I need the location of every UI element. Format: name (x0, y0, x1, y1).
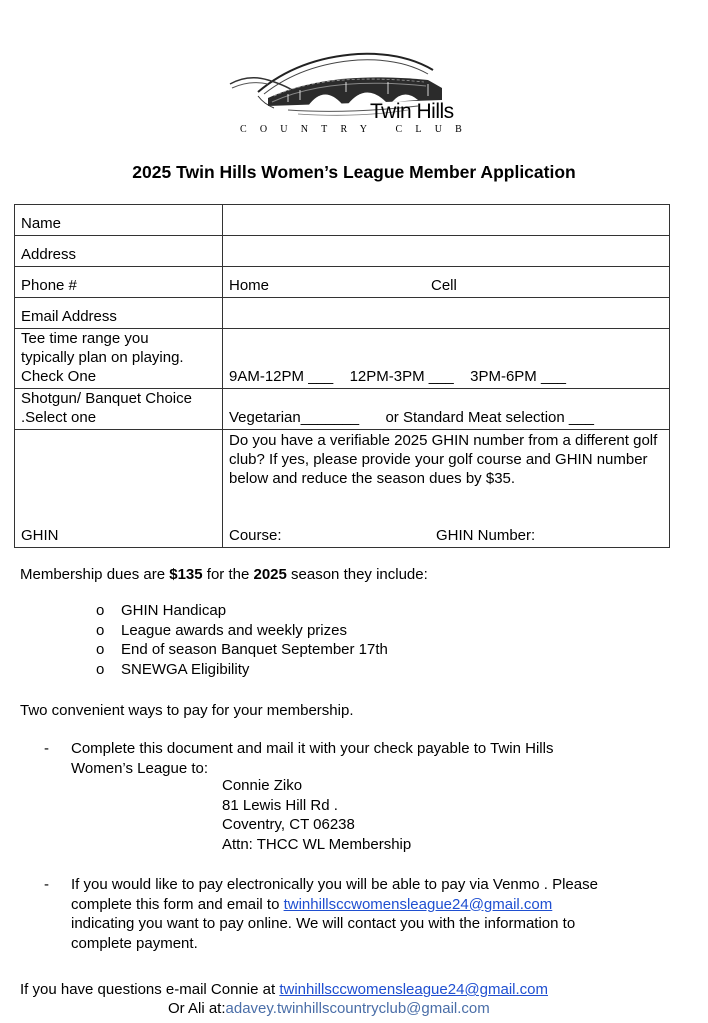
tee-label-line: Tee time range you (21, 330, 149, 347)
bullet-icon: o (96, 660, 105, 678)
logo-name: Twin Hills (370, 100, 454, 123)
pay-option-line: indicating you want to pay online. We will contact you with the information to (71, 915, 576, 932)
logo-subtitle: COUNTRY CLUB (240, 124, 475, 135)
course-label[interactable]: Course: (229, 527, 282, 544)
dash-icon: - (44, 876, 49, 893)
tee-label-line: Check One (21, 368, 97, 385)
pay-option-line: Complete this document and mail it with your check payable to Twin Hills (71, 740, 554, 757)
dues-mid: for the (202, 566, 254, 583)
tee-option-morning[interactable]: 9AM-12PM ___ (229, 368, 334, 385)
address-line: Connie Ziko (222, 777, 303, 794)
benefit-text: SNEWGA Eligibility (121, 660, 250, 678)
contact-line-connie (20, 980, 548, 1000)
ghin-question: Do you have a verifiable 2025 GHIN number from a different golf club? If yes, please provide your golf course and GHIN number below and reduce the season dues by $35. (229, 432, 658, 487)
dues-prefix: Membership dues are (20, 566, 170, 583)
bullet-icon: o (96, 602, 105, 619)
benefits-list (96, 601, 388, 679)
address-line: Coventry, CT 06238 (222, 816, 355, 833)
list-item (96, 621, 388, 641)
pay-option-text: complete this form and email to (71, 895, 284, 913)
phone-label: Phone # (15, 267, 223, 298)
pay-option-line: If you would like to pay electronically you will be able to pay via Venmo . Please (71, 876, 598, 893)
phone-field[interactable] (223, 267, 670, 298)
tee-option-afternoon[interactable]: 3PM-6PM ___ (470, 368, 566, 385)
application-form (14, 204, 670, 548)
pay-option-line: complete payment. (71, 934, 198, 952)
pay-option-line: Women’s League to: (71, 759, 209, 777)
ghin-label: GHIN (15, 430, 223, 548)
banquet-label-line: Shotgun/ Banquet Choice (21, 390, 192, 407)
bullet-icon: o (96, 621, 105, 639)
ghin-number-label[interactable]: GHIN Number: (436, 527, 536, 544)
pay-intro: Two convenient ways to pay for your membership. (20, 702, 354, 719)
banquet-label-line: .Select one (21, 409, 97, 426)
mailing-address (222, 776, 411, 854)
address-line: Attn: THCC WL Membership (222, 835, 412, 853)
tee-option-midday[interactable]: 12PM-3PM ___ (349, 368, 454, 385)
email-field[interactable] (223, 298, 670, 329)
ali-email-link[interactable]: adavey.twinhillscountryclub@gmail.com (225, 1000, 490, 1017)
ghin-cell (223, 430, 670, 548)
benefit-text: End of season Banquet September 17th (121, 641, 388, 658)
dues-suffix: season they include: (286, 566, 428, 583)
benefit-text: League awards and weekly prizes (121, 621, 347, 639)
cell-phone-label: Cell (431, 277, 457, 294)
dash-icon: - (44, 740, 49, 757)
tee-label-line: typically plan on playing. (21, 349, 184, 366)
league-email-link[interactable]: twinhillsccwomensleague24@gmail.com (283, 895, 553, 913)
dues-text (20, 565, 428, 585)
email-label: Email Address (15, 298, 223, 329)
meat-option[interactable]: or Standard Meat selection ___ (385, 409, 594, 426)
pay-option-mail (44, 739, 664, 779)
address-field[interactable] (223, 236, 670, 267)
list-item (96, 601, 388, 621)
banquet-label (15, 389, 223, 430)
vegetarian-option[interactable]: Vegetarian_______ (229, 409, 360, 426)
benefit-text: GHIN Handicap (121, 602, 227, 619)
name-label: Name (15, 205, 223, 236)
dues-year: 2025 (253, 566, 287, 583)
list-item (96, 660, 388, 680)
contact-text: If you have questions e-mail Connie at (20, 981, 280, 998)
connie-email-link[interactable]: twinhillsccwomensleague24@gmail.com (279, 981, 549, 998)
home-phone-label: Home (229, 277, 270, 294)
contact-text: Or Ali at: (168, 1000, 226, 1017)
address-line: 81 Lewis Hill Rd . (222, 796, 338, 814)
list-item (96, 640, 388, 660)
address-label: Address (15, 236, 223, 267)
tee-time-options (223, 329, 670, 389)
dues-amount: $135 (169, 566, 203, 583)
pay-option-line (71, 895, 691, 915)
contact-line-ali (168, 999, 490, 1019)
tee-time-label (15, 329, 223, 389)
bullet-icon: o (96, 641, 105, 658)
pay-option-venmo (44, 875, 684, 955)
banquet-options (223, 389, 670, 430)
page-title: 2025 Twin Hills Women’s League Member Application (132, 162, 576, 182)
name-field[interactable] (223, 205, 670, 236)
